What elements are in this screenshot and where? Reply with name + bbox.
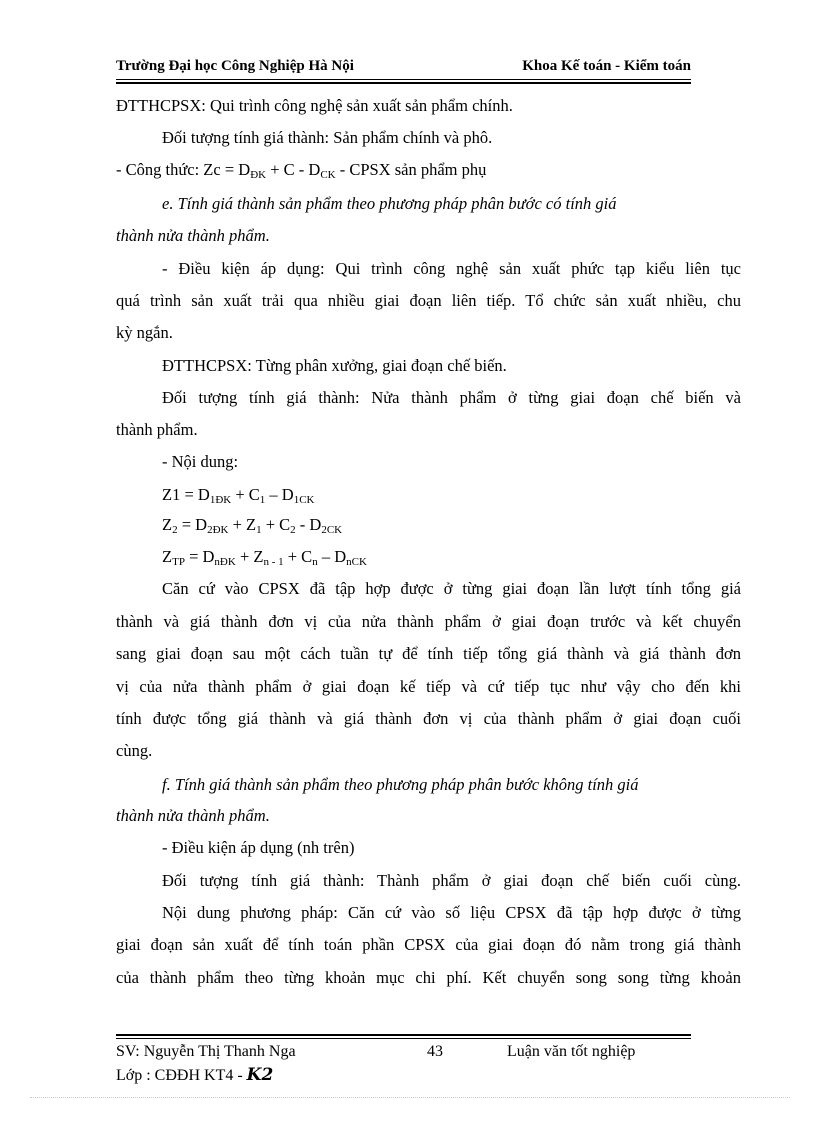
body-line: Đối tượng tính giá thành: Nửa thành phẩm ở từng giai đoạn chế biến và <box>162 388 741 407</box>
header-university: Trường Đại học Công Nghiệp Hà Nội <box>116 58 354 74</box>
section-e-title-cont: thành nửa thành phẩm. <box>116 226 270 245</box>
page-number: 43 <box>427 1043 443 1060</box>
section-f-title: f. Tính giá thành sản phẩm theo phương pháp phân bước không tính giá <box>162 775 639 794</box>
class-cohort: K2 <box>246 1065 274 1085</box>
section-e-title: e. Tính giá thành sản phẩm theo phương pháp phân bước có tính giá <box>162 194 617 213</box>
body-line: thành phẩm. <box>116 420 198 439</box>
body-line: Căn cứ vào CPSX đã tập hợp được ở từng giai đoạn lần lượt tính tổng giá <box>162 579 741 598</box>
footer-student: SV: Nguyễn Thị Thanh Nga <box>116 1043 296 1060</box>
body-line: thành và giá thành đơn vị của nửa thành phẩm ở giai đoạn trước và kết chuyển <box>116 612 741 631</box>
body-line: - Điều kiện áp dụng (nh trên) <box>162 838 355 857</box>
body-line: giai đoạn sản xuất để tính toán phần CPSX của giai đoạn đó nằm trong giá thành <box>116 935 741 954</box>
header-faculty: Khoa Kế toán - Kiểm toán <box>522 58 691 74</box>
body-line: - Điều kiện áp dụng: Qui trình công nghệ sản xuất phức tạp kiểu liên tục <box>162 259 741 278</box>
formula-ztp: $Z_{TP} = D_{nĐK} + Z_{n - 1} + C_n - D_{nCK}$ <box>162 547 367 568</box>
formula-z1: $Z1 = D_{1ĐK} + C_1 - D_{1CK}$ <box>162 485 315 506</box>
body-line: ĐTTHCPSX: Qui trình công nghệ sản xuất sản phẩm chính. <box>116 96 513 115</box>
page-header <box>116 58 691 78</box>
body-line: tính được tổng giá thành và giá thành đơn vị của thành phẩm ở giai đoạn cuối <box>116 709 741 728</box>
body-line: - Nội dung: <box>162 452 239 471</box>
body-line: ĐTTHCPSX: Từng phân xưởng, giai đoạn chế biến. <box>162 356 507 375</box>
body-line: kỳ ngắn. <box>116 323 173 342</box>
body-line: của thành phẩm theo từng khoản mục chi phí. Kết chuyển song song từng khoản <box>116 968 741 987</box>
footer-rule-thin <box>116 1038 691 1039</box>
formula-zc: - Công thức: $Zc = D_{ĐK} + C - D_{CK}$ - CPSX sản phẩm phụ <box>116 160 487 181</box>
footer-rule-thick <box>116 1034 691 1036</box>
body-line: Đối tượng tính giá thành: Thành phẩm ở giai đoạn chế biến cuối cùng. <box>162 871 741 890</box>
body-line: quá trình sản xuất trải qua nhiều giai đoạn liên tiếp. Tổ chức sản xuất nhiều, chu <box>116 291 741 310</box>
body-line: Nội dung phương pháp: Căn cứ vào số liệu CPSX đã tập hợp được ở từng <box>162 903 741 922</box>
footer-class: Lớp : CĐĐH KT4 - K2 <box>116 1065 274 1085</box>
header-rule-thin <box>116 79 691 80</box>
footer-doc-type: Luận văn tốt nghiệp <box>507 1043 636 1060</box>
body-line: vị của nửa thành phẩm ở giai đoạn kế tiếp và cứ tiếp tục như vậy cho đến khi <box>116 677 741 696</box>
header-rule-thick <box>116 82 691 84</box>
body-line: Đối tượng tính giá thành: Sản phẩm chính và phô. <box>162 128 493 147</box>
section-f-title-cont: thành nửa thành phẩm. <box>116 806 270 825</box>
body-line: sang giai đoạn sau một cách tuần tự để tính tiếp tổng giá thành và giá thành đơn <box>116 644 741 663</box>
formula-z2: $Z_2 = D_{2ĐK} + Z_1 + C_2 - D_{2CK}$ <box>162 515 343 536</box>
page-edge-dots <box>30 1097 790 1098</box>
body-line: cùng. <box>116 741 153 760</box>
